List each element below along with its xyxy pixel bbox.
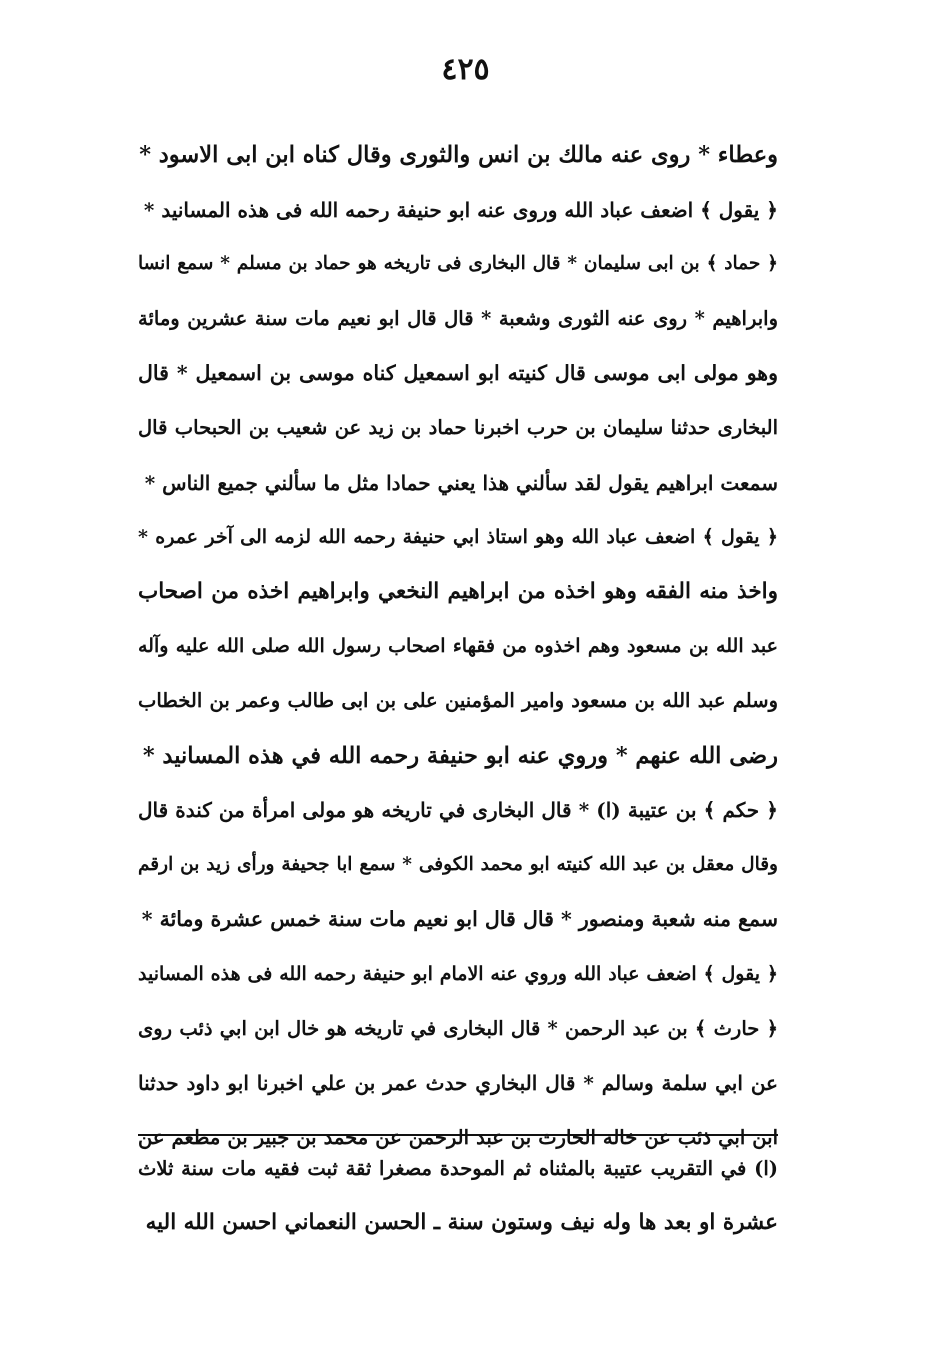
text-line: ﴿ يقول ﴾ اضعف عباد الله وروي عنه الامام ابو حنيفة رحمه الله فى هذه المسانيد [138,962,778,985]
text-line: وابراهيم * روى عنه الثورى وشعبة * قال قال ابو نعيم مات سنة عشرين ومائة [138,306,778,330]
text-line: وعطاء * روى عنه مالك بن انس والثورى وقال كناه ابن ابى الاسود * [139,142,778,168]
footnote-line: (ا) في التقريب عتيبة بالمثناه ثم الموحدة مصغرا ثقة ثبت فقيه مات سنة ثلاث [138,1157,778,1180]
text-line-last: ابن ابي ذئب عن خاله الحارث بن عبد الرحمن عن محمد بن جبير بن مطعم عن [138,1125,778,1149]
text-line: وهو مولى ابى موسى قال كنيته ابو اسمعيل كناه موسى بن اسمعيل * قال [138,361,778,386]
text-line: وقال معقل بن عبد الله كنيته ابو محمد الكوفى * سمع ابا جحيفة ورأى زيد بن ارقم [138,853,778,875]
text-line: رضى الله عنهم * وروي عنه ابو حنيفة رحمه الله في هذه المسانيد * [142,742,778,769]
text-line: واخذ منه الفقه وهو اخذه من ابراهيم النخعي وابراهيم اخذه من اصحاب [138,578,778,604]
text-line: ﴿ حارث ﴾ بن عبد الرحمن * قال البخارى في تاريخه هو خال ابن ابي ذئب روى [138,1016,778,1040]
text-line: ﴿ يقول ﴾ اضعف عباد الله وهو استاذ ابي حنيفة رحمه الله لزمه الى آخر عمره * [138,526,778,549]
page-number: ٤٢٥ [441,52,490,87]
text-line: ﴿ حكم ﴾ بن عتيبة (ا) * قال البخارى في تاريخه هو مولى امرأة من كندة قال [138,798,778,823]
text-line: عن ابي سلمة وسالم * قال البخاري حدث عمر بن علي اخبرنا ابو داود حدثنا [138,1071,778,1096]
footnote-divider [138,1134,778,1136]
text-line: سمع منه شعبة ومنصور * قال قال ابو نعيم مات سنة خمس عشرة ومائة * [141,907,778,932]
text-line: ﴿ يقول ﴾ اضعف عباد الله وروى عنه ابو حنيفة رحمه الله فى هذه المسانيد * [143,197,778,222]
footnotes [138,1142,778,1250]
footnote-line: عشرة او بعد ها وله نيف وستون سنة ـ الحسن النعماني احسن الله اليه [145,1210,778,1235]
text-line: ﴿ حماد ﴾ بن ابى سليمان * قال البخارى فى تاريخه هو حماد بن مسلم * سمع انسا [138,253,778,275]
text-line: سمعت ابراهيم يقول لقد سألني هذا يعني حمادا مثل ما سألني جميع الناس * [144,470,778,495]
text-line: البخارى حدثنا سليمان بن حرب اخبرنا حماد بن زيد عن شعيب بن الحبحاب قال [138,415,778,439]
text-line: عبد الله بن مسعود وهم اخذوه من فقهاء اصحاب رسول الله صلى الله عليه وآله [138,635,778,658]
text-line: وسلم عبد الله بن مسعود وامير المؤمنين على بن ابى طالب وعمر بن الخطاب [138,688,778,712]
main-text [138,128,778,1165]
